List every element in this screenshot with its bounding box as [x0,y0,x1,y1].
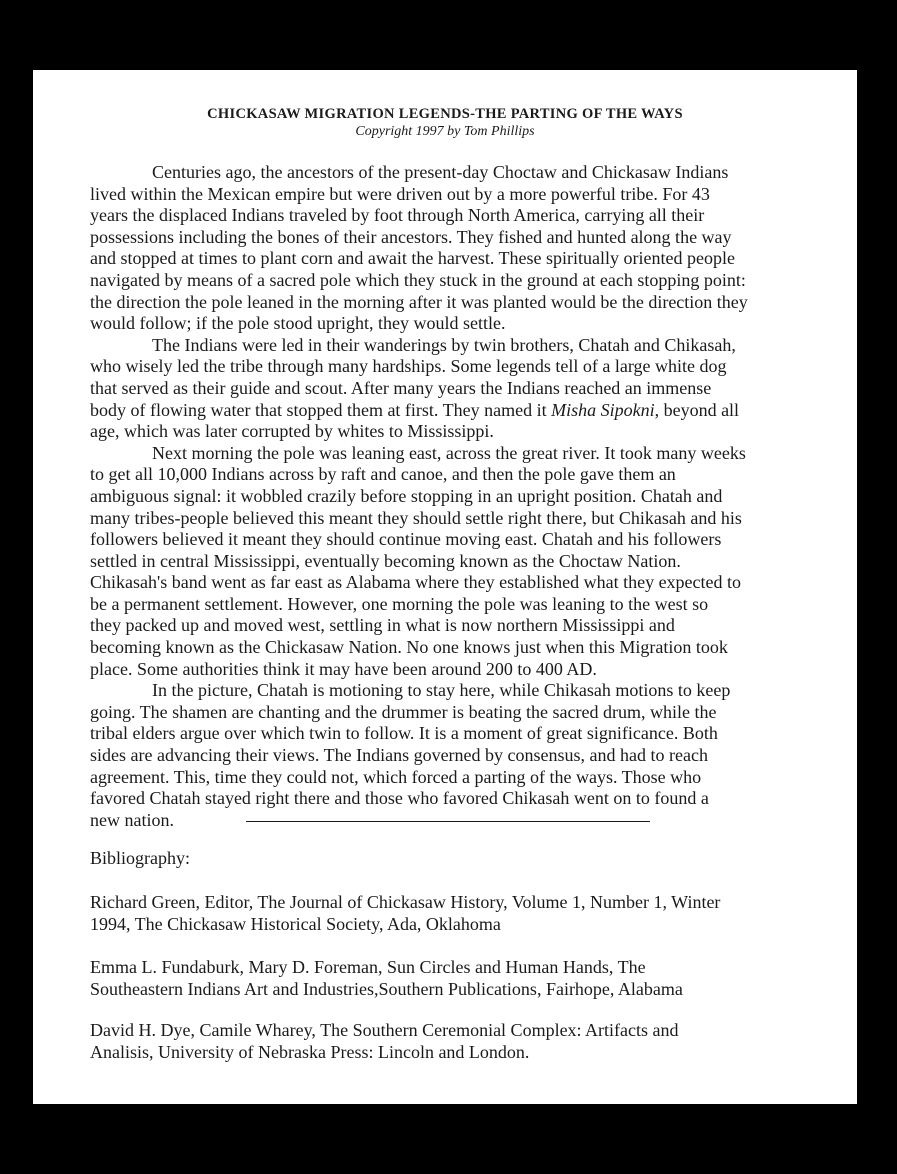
text-line: Analisis, University of Nebraska Press: Lincoln and London. [90,1041,530,1062]
text-line: favored Chatah stayed right there and those who favored Chikasah went on to found a [90,788,709,809]
text-line: to get all 10,000 Indians across by raft and canoe, and then the pole gave them an [90,464,676,485]
text-line: David H. Dye, Camile Wharey, The Southern Ceremonial Complex: Artifacts and [90,1020,679,1040]
article-body [90,162,810,831]
italic-river-name: Misha Sipokni [551,399,655,420]
text-segment: new nation. [90,809,174,830]
text-line: sides are advancing their views. The Indians governed by consensus, and had to reach [90,745,708,766]
text-line: agreement. This, time they could not, which forced a parting of the ways. Those who [90,766,702,787]
text-line: and stopped at times to plant corn and await the harvest. These spiritually oriented people [90,248,735,269]
bibliography-entry-1 [90,892,820,935]
text-segment: body of flowing water that stopped them at first. They named it [90,399,552,420]
paragraph-4 [90,680,810,831]
bibliography-entry-2 [90,957,820,1000]
text-line: years the displaced Indians traveled by foot through North America, carrying all their [90,205,705,226]
text-line: Centuries ago, the ancestors of the present-day Choctaw and Chickasaw Indians [152,162,729,182]
text-segment: , beyond all [654,399,740,420]
text-line: In the picture, Chatah is motioning to stay here, while Chikasah motions to keep [152,680,731,701]
text-line: lived within the Mexican empire but were driven out by a more powerful tribe. For 43 [90,183,710,204]
text-line: becoming known as the Chickasaw Nation. No one knows just when this Migration took [90,637,728,658]
text-line: ambiguous signal: it wobbled crazily before stopping in an upright position. Chatah and [90,485,723,506]
text-line: be a permanent settlement. However, one morning the pole was leaning to the west so [90,593,709,614]
text-line: settled in central Mississippi, eventually becoming known as the Choctaw Nation. [90,550,681,571]
text-line: the direction the pole leaned in the morning after it was planted would be the direction they [90,291,748,312]
paragraph-3 [90,443,810,681]
copyright-line: Copyright 1997 by Tom Phillips [355,124,535,139]
document-page [33,70,857,1104]
text-line: Richard Green, Editor, The Journal of Chickasaw History, Volume 1, Number 1, Winter [90,892,721,912]
text-line: navigated by means of a sacred pole which they stuck in the ground at each stopping point: [90,269,746,290]
text-line: possessions including the bones of their ancestors. They fished and hunted along the way [90,226,732,247]
text-line: 1994, The Chickasaw Historical Society, Ada, Oklahoma [90,913,501,934]
divider-rule [246,821,650,822]
paragraph-1 [90,162,810,335]
text-line: many tribes-people believed this meant they should settle right there, but Chikasah and his [90,507,742,528]
text-line: followers believed it meant they should continue moving east. Chatah and his followers [90,529,722,550]
text-line: The Indians were led in their wanderings by twin brothers, Chatah and Chikasah, [152,334,736,355]
text-line: who wisely led the tribe through many hardships. Some legends tell of a large white dog [90,356,727,377]
bibliography-heading: Bibliography: [90,848,190,868]
paragraph-2 [90,335,810,443]
text-line: Chikasah's band went as far east as Alabama where they established what they expected to [90,572,742,593]
text-line: going. The shamen are chanting and the drummer is beating the sacred drum, while the [90,701,717,722]
text-line: Next morning the pole was leaning east, across the great river. It took many weeks [152,442,746,463]
text-line-with-italic [90,400,810,422]
text-line: they packed up and moved west, settling in what is now northern Mississippi and [90,615,675,636]
text-line-with-rule [90,810,810,832]
text-line: tribal elders argue over which twin to follow. It is a moment of great significance. Both [90,723,718,744]
text-line: age, which was later corrupted by whites to Mississippi. [90,421,494,442]
text-line: Southeastern Indians Art and Industries,Southern Publications, Fairhope, Alabama [90,978,683,999]
document-title: CHICKASAW MIGRATION LEGENDS-THE PARTING OF THE WAYS [207,106,683,122]
text-line: would follow; if the pole stood upright, they would settle. [90,313,506,334]
text-line: Emma L. Fundaburk, Mary D. Foreman, Sun Circles and Human Hands, The [90,957,646,977]
text-line: that served as their guide and scout. After many years the Indians reached an immense [90,377,712,398]
bibliography-entry-3 [90,1020,820,1063]
text-line: place. Some authorities think it may have been around 200 to 400 AD. [90,658,597,679]
